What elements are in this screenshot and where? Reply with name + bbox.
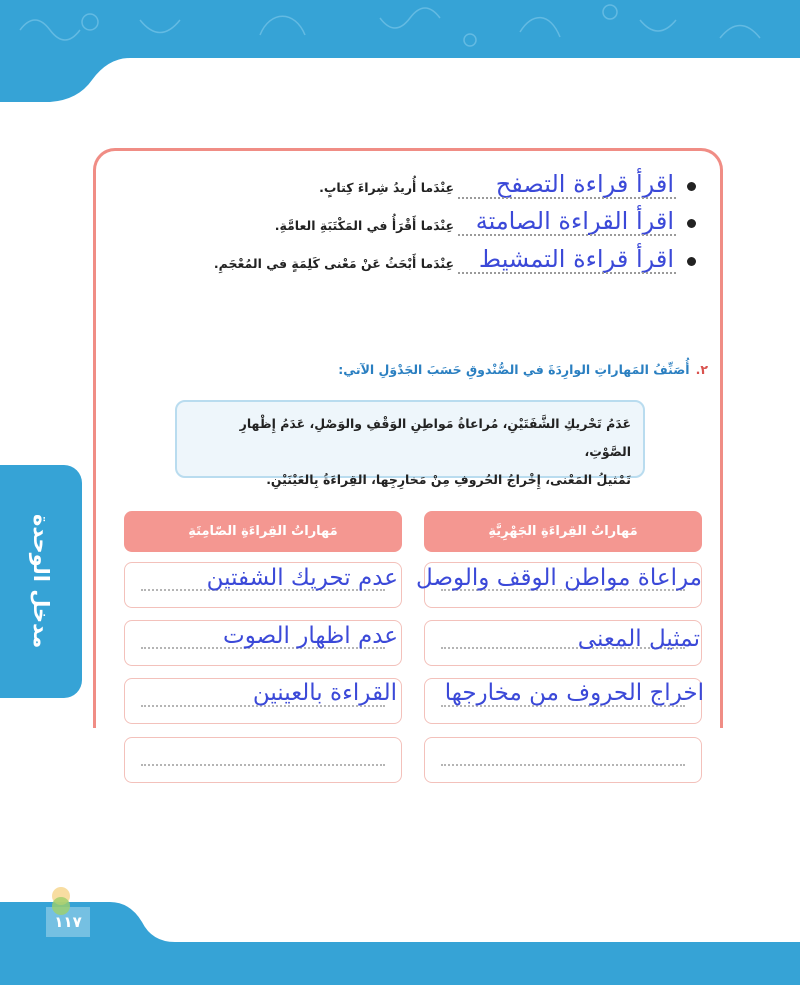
header-loud-reading-skills: مَهاراتُ القِراءَةِ الجَهْرِيَّةِ (424, 511, 702, 552)
page-number: ١١٧ (54, 913, 82, 931)
skills-box-line-2: تَمْثيلُ المَعْنى، إِخْراجُ الحُروفِ مِنْ مَخارِجِها، القِراءَةُ بِالعَيْنَيْنِ. (266, 472, 631, 487)
handwritten-answer: اقرأ قراءة التصفح (495, 170, 674, 198)
handwritten-answer: تمثيل المعنى (577, 626, 700, 652)
handwritten-answer: اخراج الحروف من مخارجها (444, 680, 704, 706)
question-2 (338, 362, 708, 377)
handwritten-answer: مراعاة مواطن الوقف والوصل (416, 565, 702, 591)
bullet-icon (687, 257, 696, 266)
question-text: أُصَنِّفُ المَهاراتِ الوارِدَةَ في الصُّنْدوقِ حَسَبَ الجَدْوَلِ الآتي: (338, 362, 690, 377)
handwritten-answer: عدم اظهار الصوت (223, 623, 398, 649)
answer-line (141, 764, 385, 766)
bullet-icon (687, 219, 696, 228)
bullet-condition: عِنْدَما أُريدُ شِراءَ كِتابٍ. (319, 180, 454, 195)
header-silent-reading-skills: مَهاراتُ القِراءَةِ الصّامِتَةِ (124, 511, 402, 552)
table-cell-left[interactable] (124, 737, 402, 783)
top-decorative-band (0, 0, 800, 102)
bullet-icon (687, 182, 696, 191)
handwritten-answer: اقرأ قراءة التمشيط (478, 245, 674, 273)
bottom-decorative-band (0, 880, 800, 985)
table-cell-right[interactable] (424, 737, 702, 783)
skills-box-line-1: عَدَمُ تَحْريكِ الشَّفَتَيْنِ، مُراعاةُ مَواطِنِ الوَقْفِ والوَصْلِ، عَدَمُ إِظْهارِ الصَّوْتِ، (239, 416, 631, 459)
answer-line (458, 234, 676, 236)
unit-intro-side-tab (0, 465, 82, 698)
skills-box (175, 400, 645, 487)
answer-line (458, 197, 676, 199)
bullet-condition: عِنْدَما أَقْرَأُ في المَكْتَبَةِ العامَّةِ. (274, 218, 454, 233)
answer-line (458, 272, 676, 274)
side-tab-label: مدخل الوحدة (29, 514, 53, 649)
handwritten-answer: اقرأ القراءة الصامتة (475, 207, 674, 235)
answer-line (441, 764, 685, 766)
handwritten-answer: القراءة بالعينين (252, 680, 397, 706)
handwritten-answer: عدم تحريك الشفتين (206, 565, 398, 591)
bullet-condition: عِنْدَما أَبْحَثُ عَنْ مَعْنى كَلِمَةٍ في المُعْجَمِ. (213, 256, 454, 271)
question-number: ٢. (695, 362, 708, 377)
